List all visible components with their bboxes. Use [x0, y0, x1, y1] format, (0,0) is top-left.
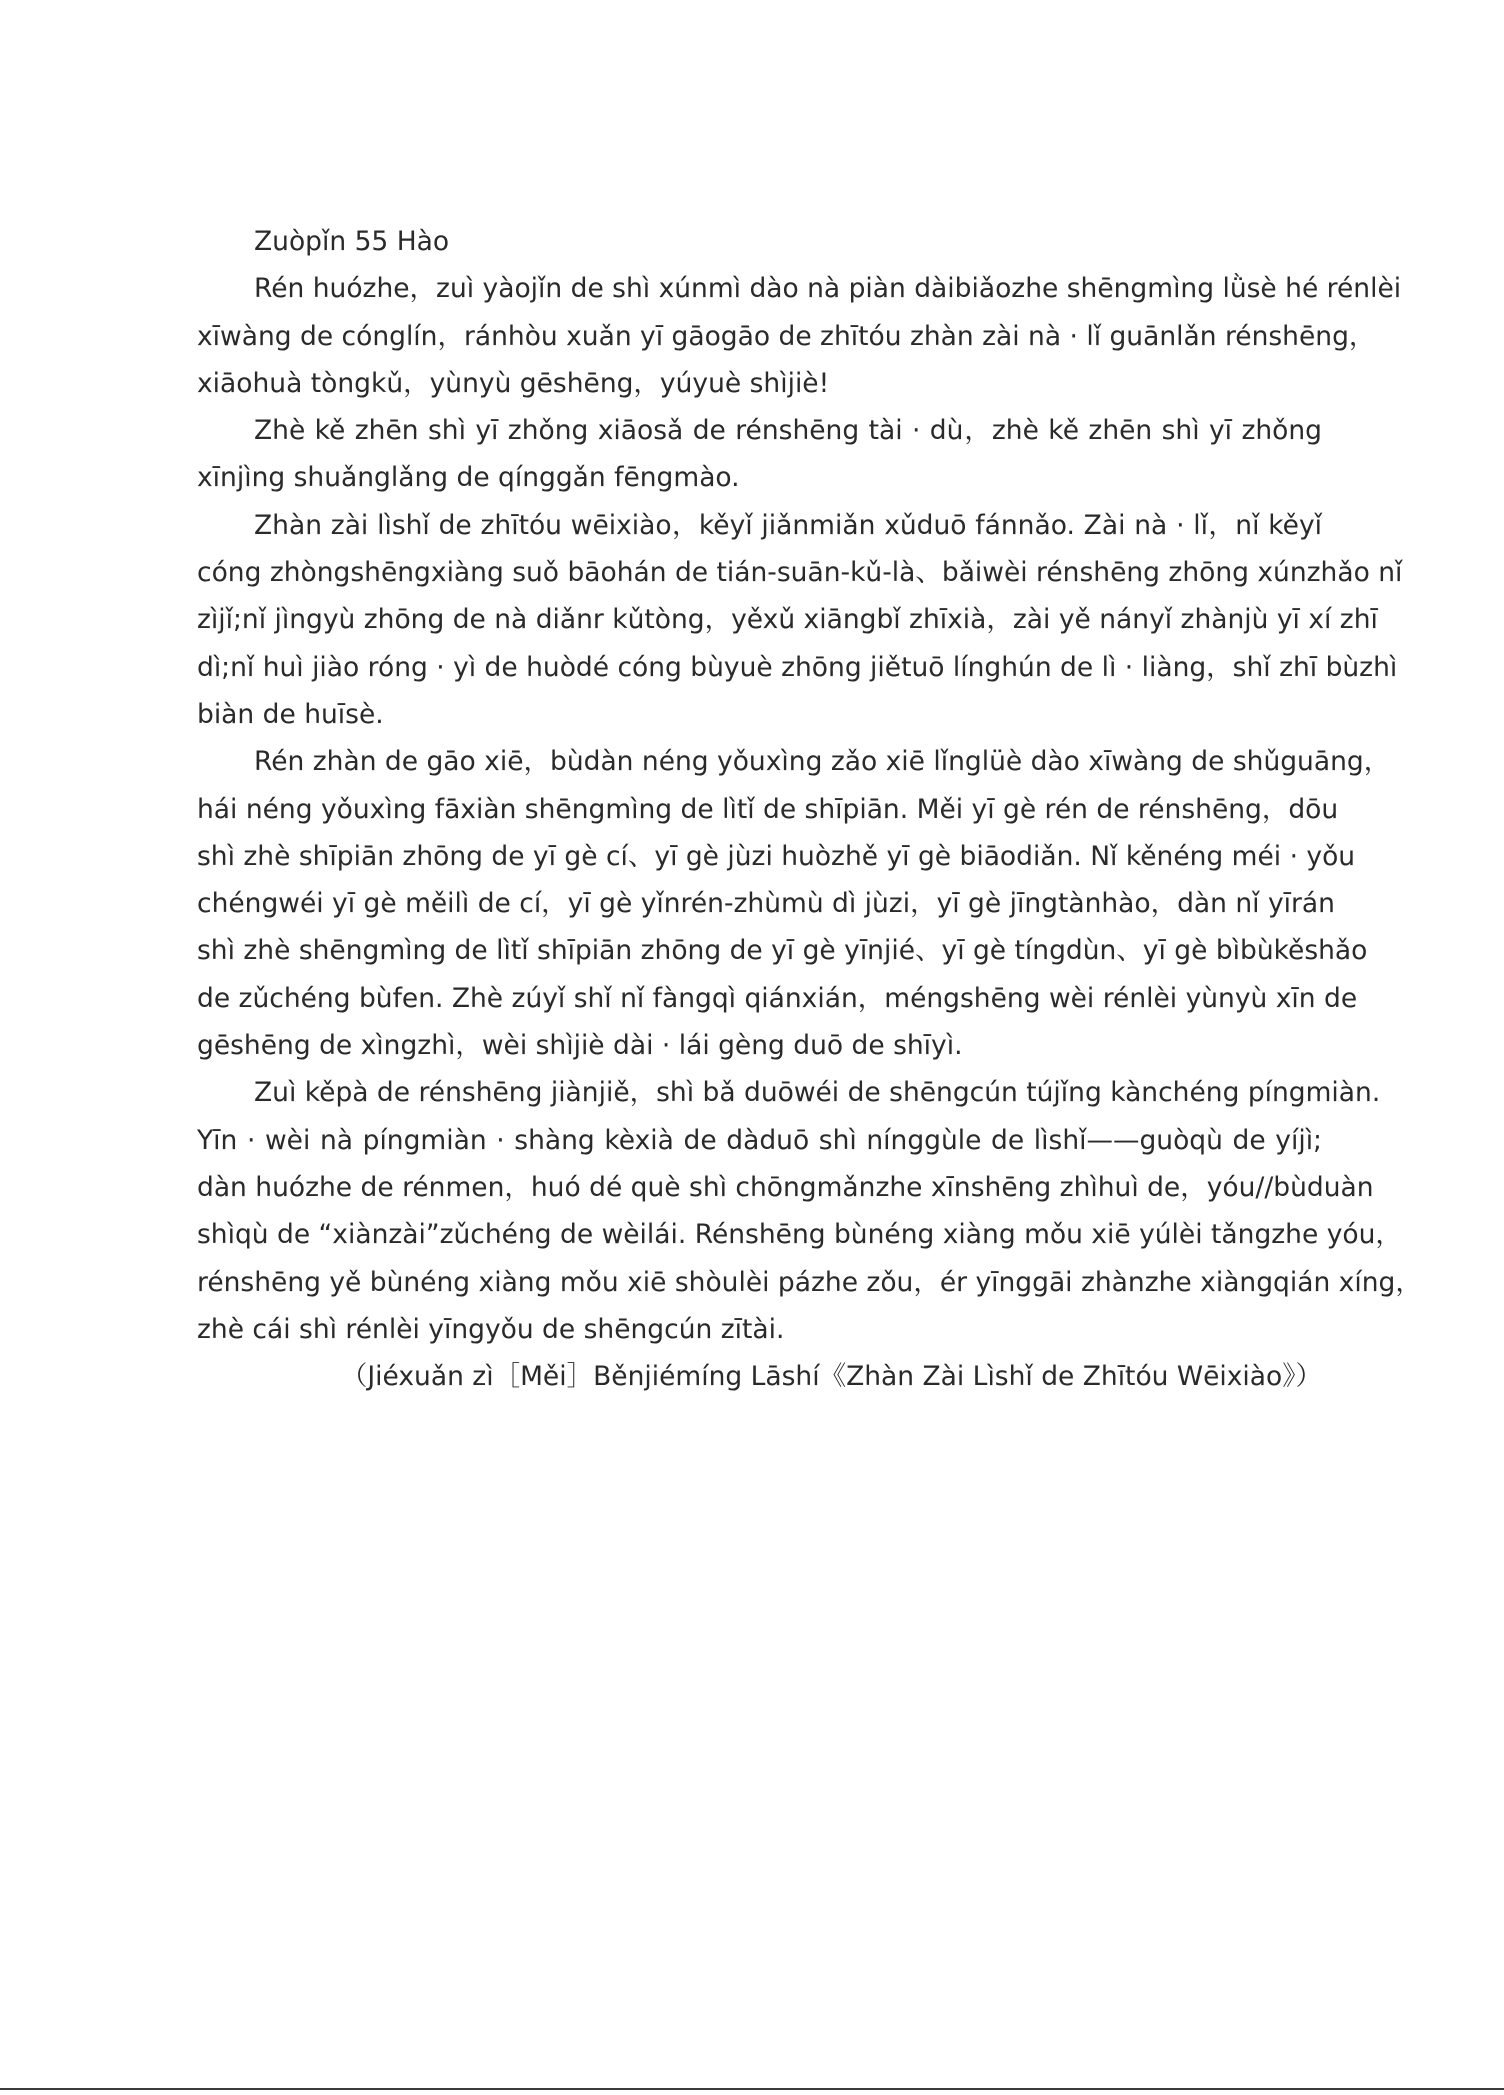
- paragraph-3-line-2: cóng zhòngshēngxiàng suǒ bāohán de tián-suān-kǔ-là、bǎiwèi rénshēng zhōng xúnzhǎo nǐ: [197, 557, 1403, 589]
- paragraph-3-line-4: dì;nǐ huì jiào róng · yì de huòdé cóng bùyuè zhōng jiětuō línghún de lì · liàng，shǐ zhī bùzhì: [197, 651, 1398, 683]
- paragraph-1-line-3: xiāohuà tòngkǔ，yùnyù gēshēng，yúyuè shìjiè!: [197, 367, 830, 399]
- document-body: [197, 218, 1422, 1400]
- document-title: Zuòpǐn 55 Hào: [254, 226, 450, 257]
- source-citation: （Jiéxuǎn zì［Měi］Běnjiémíng Lāshí《Zhàn Zài Lìshǐ de Zhītóu Wēixiào》）: [340, 1361, 1322, 1393]
- paragraph-3-line-3: zìjǐ;nǐ jìngyù zhōng de nà diǎnr kǔtòng，yěxǔ xiāngbǐ zhīxià，zài yě nányǐ zhànjù yī xí zhī: [197, 604, 1378, 636]
- paragraph-4-line-1: Rén zhàn de gāo xiē，bùdàn néng yǒuxìng zǎo xiē lǐnglüè dào xīwàng de shǔguāng，: [254, 746, 1391, 778]
- paragraph-4-line-5: shì zhè shēngmìng de lìtǐ shīpiān zhōng de yī gè yīnjié、yī gè tíngdùn、yī gè bìbùkěshǎo: [197, 935, 1368, 967]
- paragraph-3-line-1: Zhàn zài lìshǐ de zhītóu wēixiào，kěyǐ jiǎnmiǎn xǔduō fánnǎo. Zài nà · lǐ，nǐ kěyǐ: [254, 509, 1322, 541]
- paragraph-4-line-3: shì zhè shīpiān zhōng de yī gè cí、yī gè jùzi huòzhě yī gè biāodiǎn. Nǐ kěnéng méi · yǒu: [197, 840, 1356, 872]
- paragraph-5-line-6: zhè cái shì rénlèi yīngyǒu de shēngcún zītài.: [197, 1313, 785, 1345]
- paragraph-5-line-1: Zuì kěpà de rénshēng jiànjiě，shì bǎ duōwéi de shēngcún tújǐng kànchéng píngmiàn.: [254, 1077, 1381, 1109]
- page-bottom-rule: [0, 2088, 1504, 2090]
- paragraph-5-line-4: shìqù de “xiànzài”zǔchéng de wèilái. Rénshēng bùnéng xiàng mǒu xiē yúlèi tǎngzhe yóu，: [197, 1219, 1402, 1251]
- paragraph-3-line-5: biàn de huīsè.: [197, 698, 384, 730]
- paragraph-5-line-2: Yīn · wèi nà píngmiàn · shàng kèxià de dàduō shì nínggùle de lìshǐ——guòqù de yíjì;: [197, 1124, 1322, 1156]
- paragraph-4-line-6: de zǔchéng bùfen. Zhè zúyǐ shǐ nǐ fàngqì qiánxián，méngshēng wèi rénlèi yùnyù xīn de: [197, 982, 1358, 1014]
- paragraph-4-line-4: chéngwéi yī gè měilì de cí，yī gè yǐnrén-zhùmù dì jùzi，yī gè jīngtànhào，dàn nǐ yīrán: [197, 888, 1335, 920]
- paragraph-2-line-1: Zhè kě zhēn shì yī zhǒng xiāosǎ de rénshēng tài · dù，zhè kě zhēn shì yī zhǒng: [254, 415, 1322, 447]
- paragraph-5-line-3: dàn huózhe de rénmen，huó dé què shì chōngmǎnzhe xīnshēng zhìhuì de，yóu//bùduàn: [197, 1171, 1374, 1203]
- paragraph-2-line-2: xīnjìng shuǎnglǎng de qínggǎn fēngmào.: [197, 462, 740, 494]
- paragraph-4-line-7: gēshēng de xìngzhì，wèi shìjiè dài · lái gèng duō de shīyì.: [197, 1030, 963, 1062]
- paragraph-1-line-1: Rén huózhe，zuì yàojǐn de shì xúnmì dào nà piàn dàibiǎozhe shēngmìng lǜsè hé rénlèi: [254, 273, 1402, 305]
- paragraph-1-line-2: xīwàng de cónglín，ránhòu xuǎn yī gāogāo de zhītóu zhàn zài nà · lǐ guānlǎn rénshēng，: [197, 320, 1376, 352]
- paragraph-4-line-2: hái néng yǒuxìng fāxiàn shēngmìng de lìtǐ de shīpiān. Měi yī gè rén de rénshēng，dōu: [197, 793, 1339, 825]
- paragraph-5-line-5: rénshēng yě bùnéng xiàng mǒu xiē shòulèi pázhe zǒu，ér yīnggāi zhànzhe xiàngqián xíng，: [197, 1266, 1422, 1298]
